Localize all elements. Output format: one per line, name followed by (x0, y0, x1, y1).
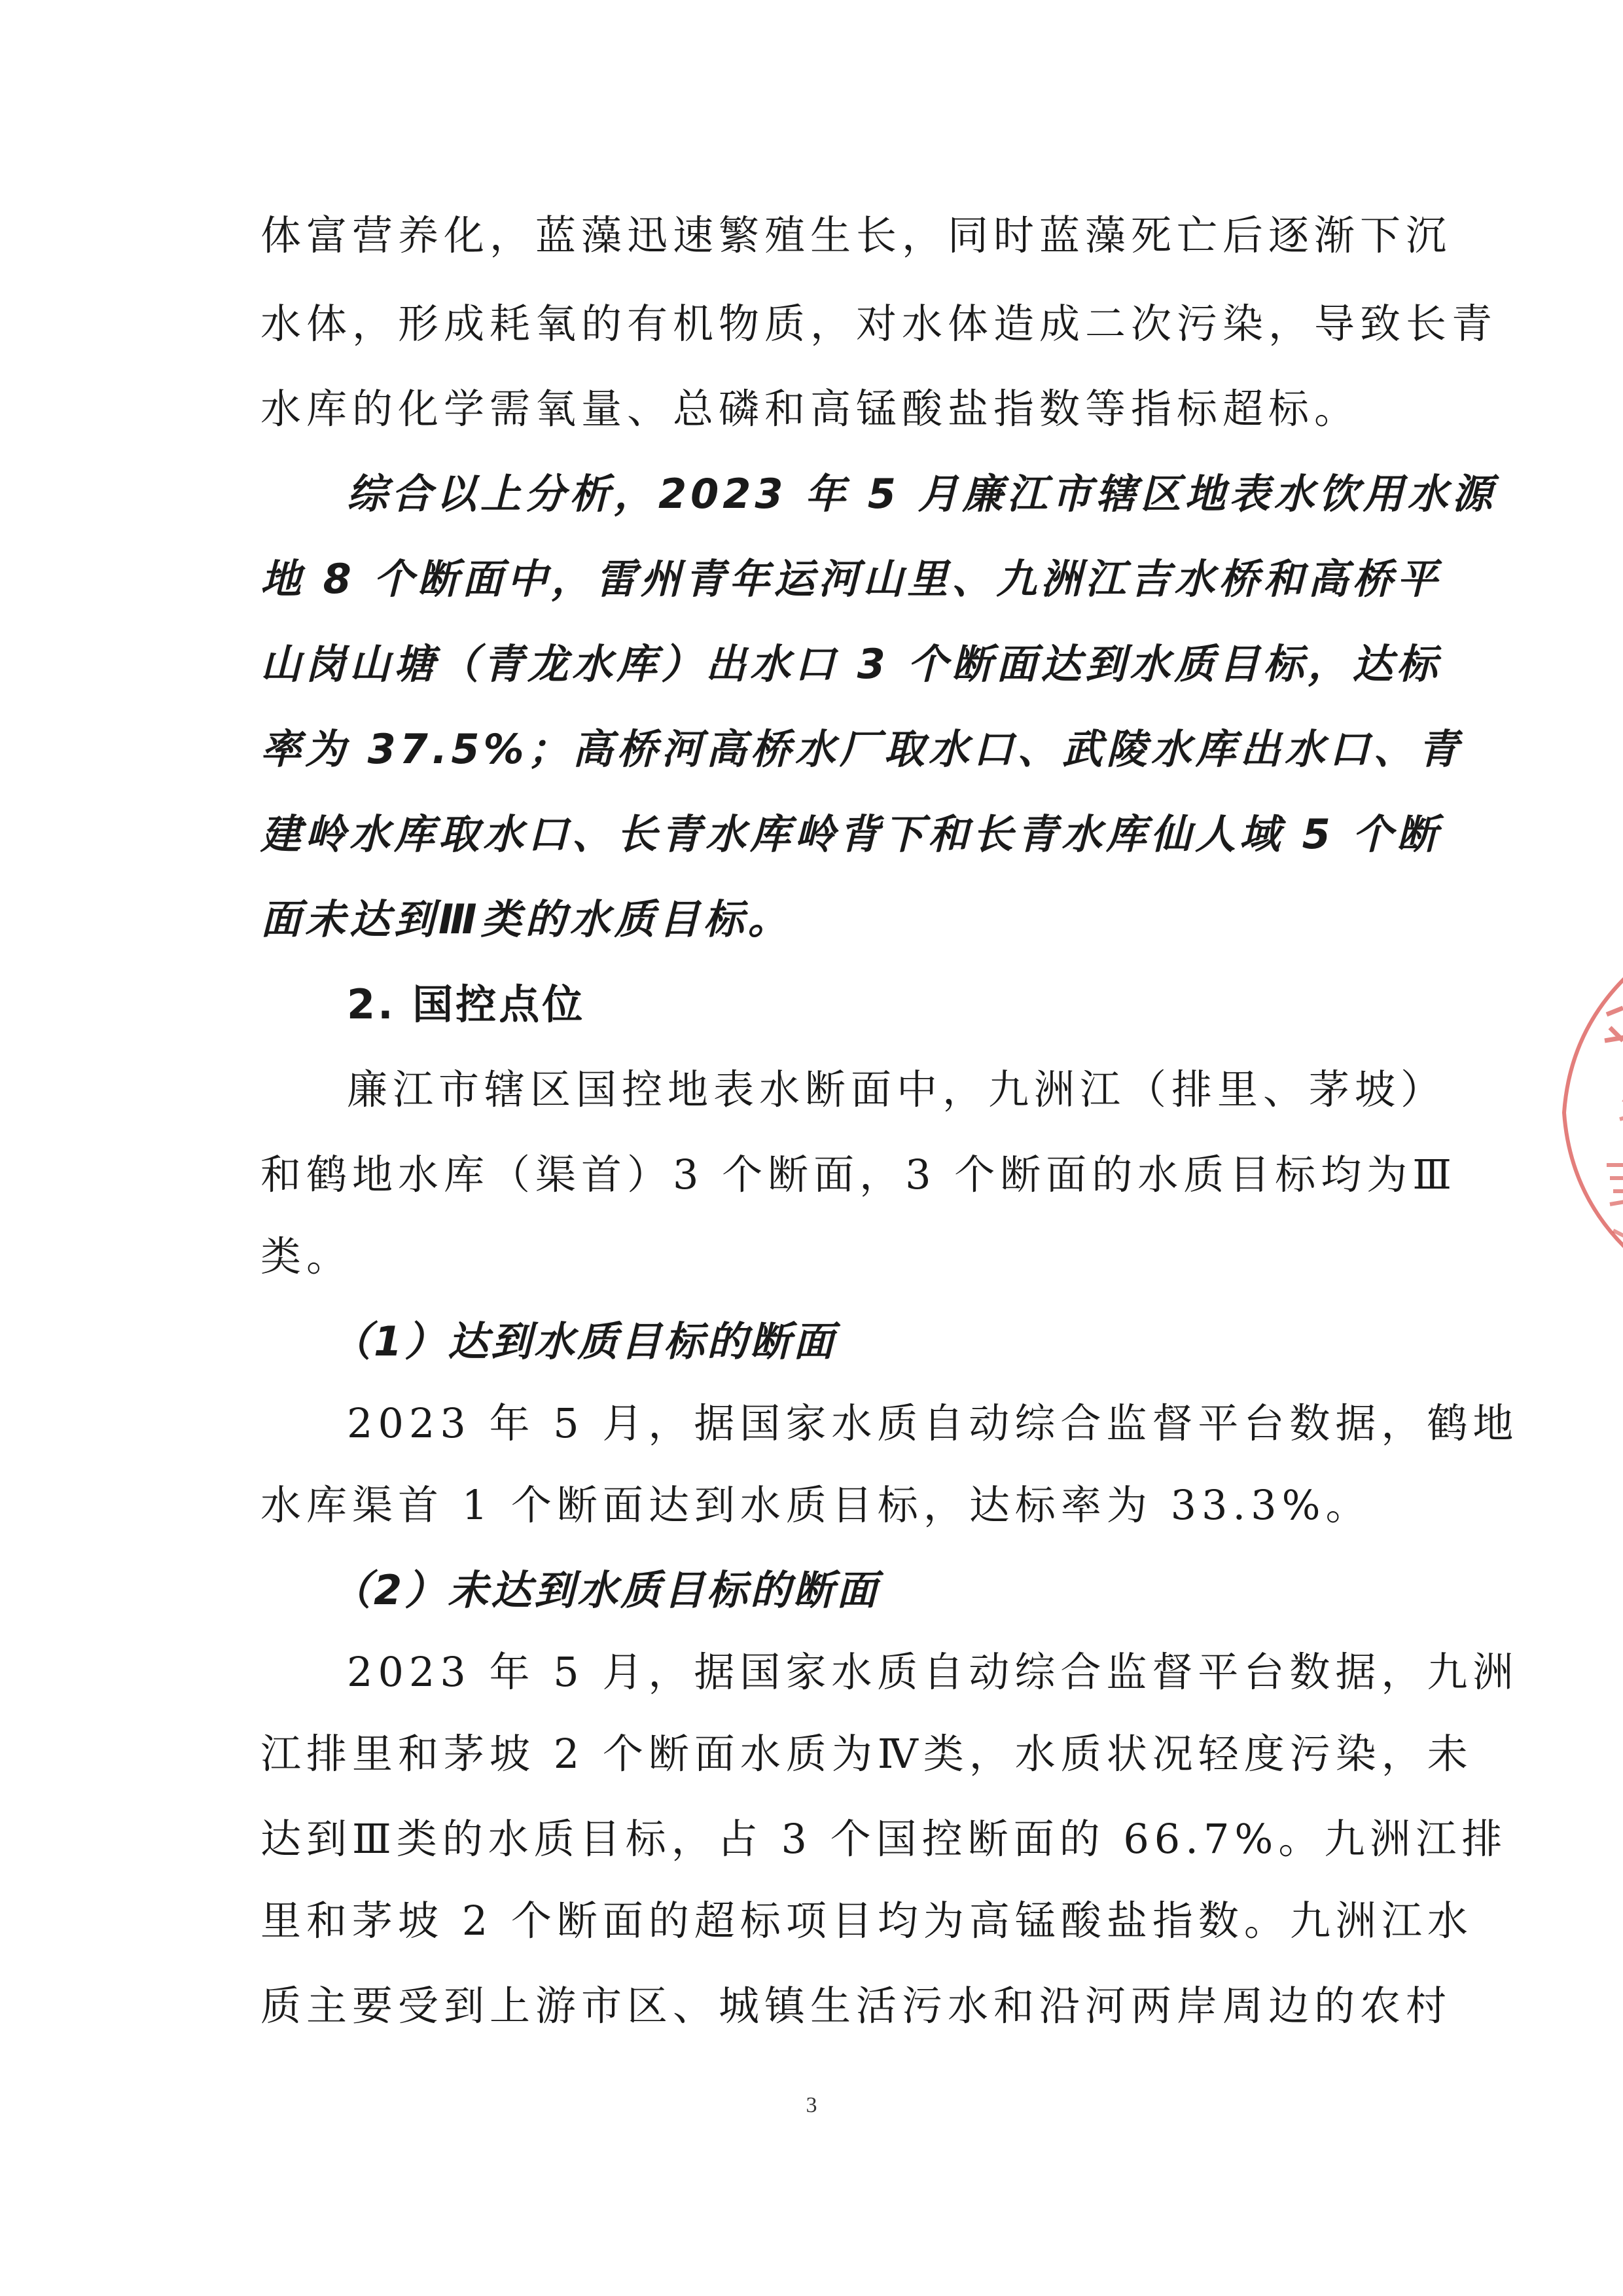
paragraph-line: 水库的化学需氧量、总磷和高锰酸盐指数等指标超标。 (260, 385, 1361, 433)
paragraph-line: 达到Ⅲ类的水质目标，占 3 个国控断面的 66.7%。九洲江排 (260, 1815, 1508, 1863)
subsection-heading: （2）未达到水质目标的断面 (330, 1566, 880, 1614)
paragraph-line: 体富营养化，蓝藻迅速繁殖生长，同时蓝藻死亡后逐渐下沉 (260, 211, 1452, 259)
summary-line: 地 8 个断面中，雷州青年运河山里、九洲江吉水桥和高桥平 (260, 555, 1442, 603)
summary-line: 综合以上分析，2023 年 5 月廉江市辖区地表水饮用水源 (347, 470, 1497, 518)
paragraph-line: 2023 年 5 月，据国家水质自动综合监督平台数据，九洲 (347, 1648, 1519, 1696)
paragraph-line: 类。 (260, 1232, 353, 1280)
paragraph-line: 水库渠首 1 个断面达到水质目标，达标率为 33.3%。 (260, 1481, 1372, 1529)
summary-line: 面未达到Ⅲ类的水质目标。 (260, 895, 793, 943)
paragraph-line: 里和茅坡 2 个断面的超标项目均为高锰酸盐指数。九洲江水 (260, 1897, 1473, 1945)
paragraph-line: 2023 年 5 月，据国家水质自动综合监督平台数据，鹤地 (347, 1399, 1519, 1447)
paragraph-line: 廉江市辖区国控地表水断面中，九洲江（排里、茅坡） (347, 1066, 1447, 1113)
paragraph-line: 质主要受到上游市区、城镇生活污水和沿河两岸周边的农村 (260, 1982, 1452, 2030)
paragraph-line: 江排里和茅坡 2 个断面水质为Ⅳ类，水质状况轻度污染，未 (260, 1730, 1473, 1778)
paragraph-line: 水体，形成耗氧的有机物质，对水体造成二次污染，导致长青 (260, 300, 1498, 348)
summary-line: 建岭水库取水口、长青水库岭背下和长青水库仙人域 5 个断 (260, 810, 1442, 858)
section-heading: 2. 国控点位 (347, 980, 586, 1028)
subsection-heading: （1）达到水质目标的断面 (330, 1318, 837, 1365)
red-seal-stamp-icon (1544, 942, 1623, 1283)
paragraph-line: 和鹤地水库（渠首）3 个断面，3 个断面的水质目标均为Ⅲ (260, 1151, 1457, 1198)
summary-line: 山岗山塘（青龙水库）出水口 3 个断面达到水质目标，达标 (260, 640, 1442, 688)
page-number: 3 (806, 2093, 817, 2117)
summary-line: 率为 37.5%；高桥河高桥水厂取水口、武陵水库出水口、青 (260, 725, 1463, 773)
